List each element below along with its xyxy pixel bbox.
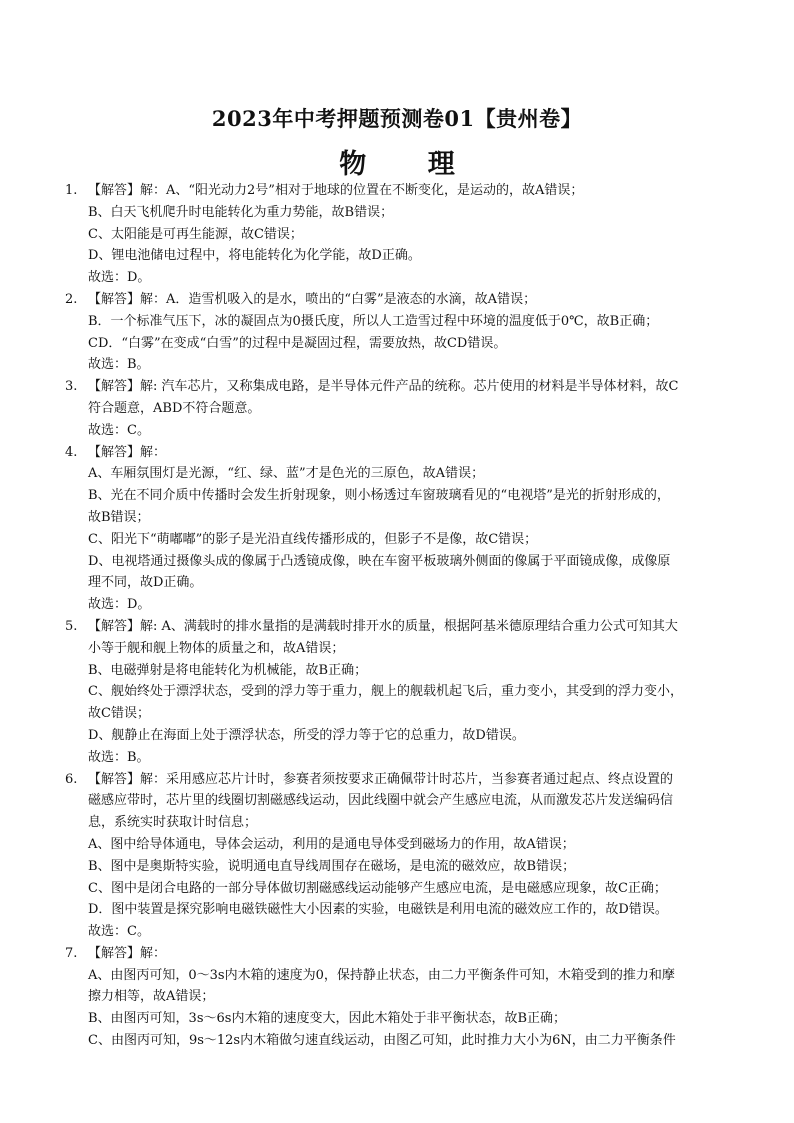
answer-line: C、图中是闭合电路的一部分导体做切割磁感线运动能够产生感应电流，是电磁感应现象，故C正确； — [88, 880, 667, 896]
answer-line: 故选：C。 — [88, 924, 150, 940]
answer-line: 【解答】解： — [88, 444, 167, 460]
answer-line: 小等于舰和舰上物体的质量之和，故A错误； — [88, 640, 345, 656]
answer-line: B、白天飞机爬升时电能转化为重力势能，故B错误； — [88, 204, 394, 220]
question-number: 4. — [65, 444, 78, 460]
answer-item — [65, 289, 728, 376]
answer-line: A、车厢氛围灯是光源，“红、绿、蓝”才是色光的三原色，故A错误； — [88, 466, 485, 482]
answer-line: 【解答】解：采用感应芯片计时，参赛者须按要求正确佩带计时芯片，当参赛者通过起点、终点设置的 — [88, 771, 674, 787]
answer-line: C、由图丙可知，9s～12s内木箱做匀速直线运动，由图乙可知，此时推力大小为6N，由二力平衡条件 — [88, 1033, 676, 1049]
answer-line: C、太阳能是可再生能源，故C错误； — [88, 226, 303, 242]
answer-line: 故选：C。 — [88, 422, 150, 438]
question-number: 7. — [65, 945, 78, 961]
question-number: 6. — [65, 771, 78, 787]
answer-item — [65, 442, 728, 616]
answer-line: 息，系统实时获取计时信息； — [88, 815, 258, 831]
answer-line: C、舰始终处于漂浮状态，受到的浮力等于重力，舰上的舰载机起飞后，重力变小，其受到的浮力变小， — [88, 684, 683, 700]
answer-line: B、光在不同介质中传播时会发生折射现象，则小杨透过车窗玻璃看见的“电视塔”是光的折射形成的， — [88, 488, 670, 504]
answer-line: 故选：B。 — [88, 357, 150, 373]
answer-item — [65, 769, 728, 943]
answer-line: 【解答】解： — [88, 945, 167, 961]
answer-line: B、电磁弹射是将电能转化为机械能，故B正确； — [88, 662, 368, 678]
question-number: 5. — [65, 618, 78, 634]
answer-line: B、由图丙可知，3s～6s内木箱的速度变大，因此木箱处于非平衡状态，故B正确； — [88, 1011, 566, 1027]
answer-line: B、图中是奥斯特实验，说明通电直导线周围存在磁场，是电流的磁效应，故B错误； — [88, 858, 576, 874]
question-number: 3. — [65, 379, 78, 395]
answer-line: 故选：D。 — [88, 597, 151, 613]
answer-line: 【解答】解：A、“阳光动力2号”相对于地球的位置在不断变化，是运动的，故A错误； — [88, 183, 584, 198]
answer-line: 符合题意，ABD不符合题意。 — [88, 400, 261, 416]
answer-line: 理不同，故D正确。 — [88, 575, 203, 591]
document-title: 2023年中考押题预测卷01【贵州卷】 — [211, 106, 583, 131]
answer-item — [65, 616, 728, 769]
answer-line: 【解答】解: A、满载时的排水量指的是满载时排开水的质量，根据阿基米德原理结合重力公式可知其大 — [88, 618, 678, 634]
answer-line: D．图中装置是探究影响电磁铁磁性大小因素的实验，电磁铁是利用电流的磁效应工作的，故D错误。 — [88, 902, 668, 918]
answer-line: A、图中给导体通电，导体会运动，利用的是通电导体受到磁场力的作用，故A错误； — [88, 836, 575, 852]
answer-line: 故选：D。 — [88, 270, 151, 286]
subject-heading: 物 理 — [339, 149, 481, 180]
answer-line: 故选：B。 — [88, 749, 150, 765]
answer-line: 【解答】解: 汽车芯片，又称集成电路，是半导体元件产品的统称。芯片使用的材料是半导体材料，故C — [88, 379, 679, 395]
answer-line: B．一个标准气压下，冰的凝固点为0摄氏度，所以人工造雪过程中环境的温度低于0℃，故B正确； — [88, 313, 659, 329]
answer-item — [65, 180, 728, 289]
answer-line: D、锂电池储电过程中，将电能转化为化学能，故D正确。 — [88, 248, 421, 264]
answer-item — [65, 376, 728, 441]
answer-line: CD．“白雾”在变成“白雪”的过程中是凝固过程，需要放热，故CD错误。 — [88, 335, 507, 351]
answer-line: 磁感应带时，芯片里的线圈切割磁感线运动，因此线圈中就会产生感应电流，从而激发芯片发送编码信 — [88, 793, 674, 809]
answer-list — [65, 180, 728, 1052]
answer-line: 故C错误； — [88, 706, 150, 722]
question-number: 2. — [65, 291, 78, 307]
answer-line: D、电视塔通过摄像头成的像属于凸透镜成像，映在车窗平板玻璃外侧面的像属于平面镜成像，成像原 — [88, 553, 671, 569]
answer-line: D、舰静止在海面上处于漂浮状态，所受的浮力等于它的总重力，故D错误。 — [88, 727, 525, 743]
answer-line: 故B错误； — [88, 509, 150, 525]
answer-line: 【解答】解：A．造雪机吸入的是水，喷出的“白雾”是液态的水滴，故A错误； — [88, 291, 537, 307]
answer-line: A、由图丙可知，0～3s内木箱的速度为0，保持静止状态，由二力平衡条件可知，木箱受到的推力和摩 — [88, 967, 675, 983]
answer-line: C、阳光下“萌嘟嘟”的影子是光沿直线传播形成的，但影子不是像，故C错误； — [88, 531, 538, 547]
answer-item — [65, 943, 728, 1052]
question-number: 1. — [65, 183, 78, 198]
answer-line: 擦力相等，故A错误； — [88, 989, 215, 1005]
